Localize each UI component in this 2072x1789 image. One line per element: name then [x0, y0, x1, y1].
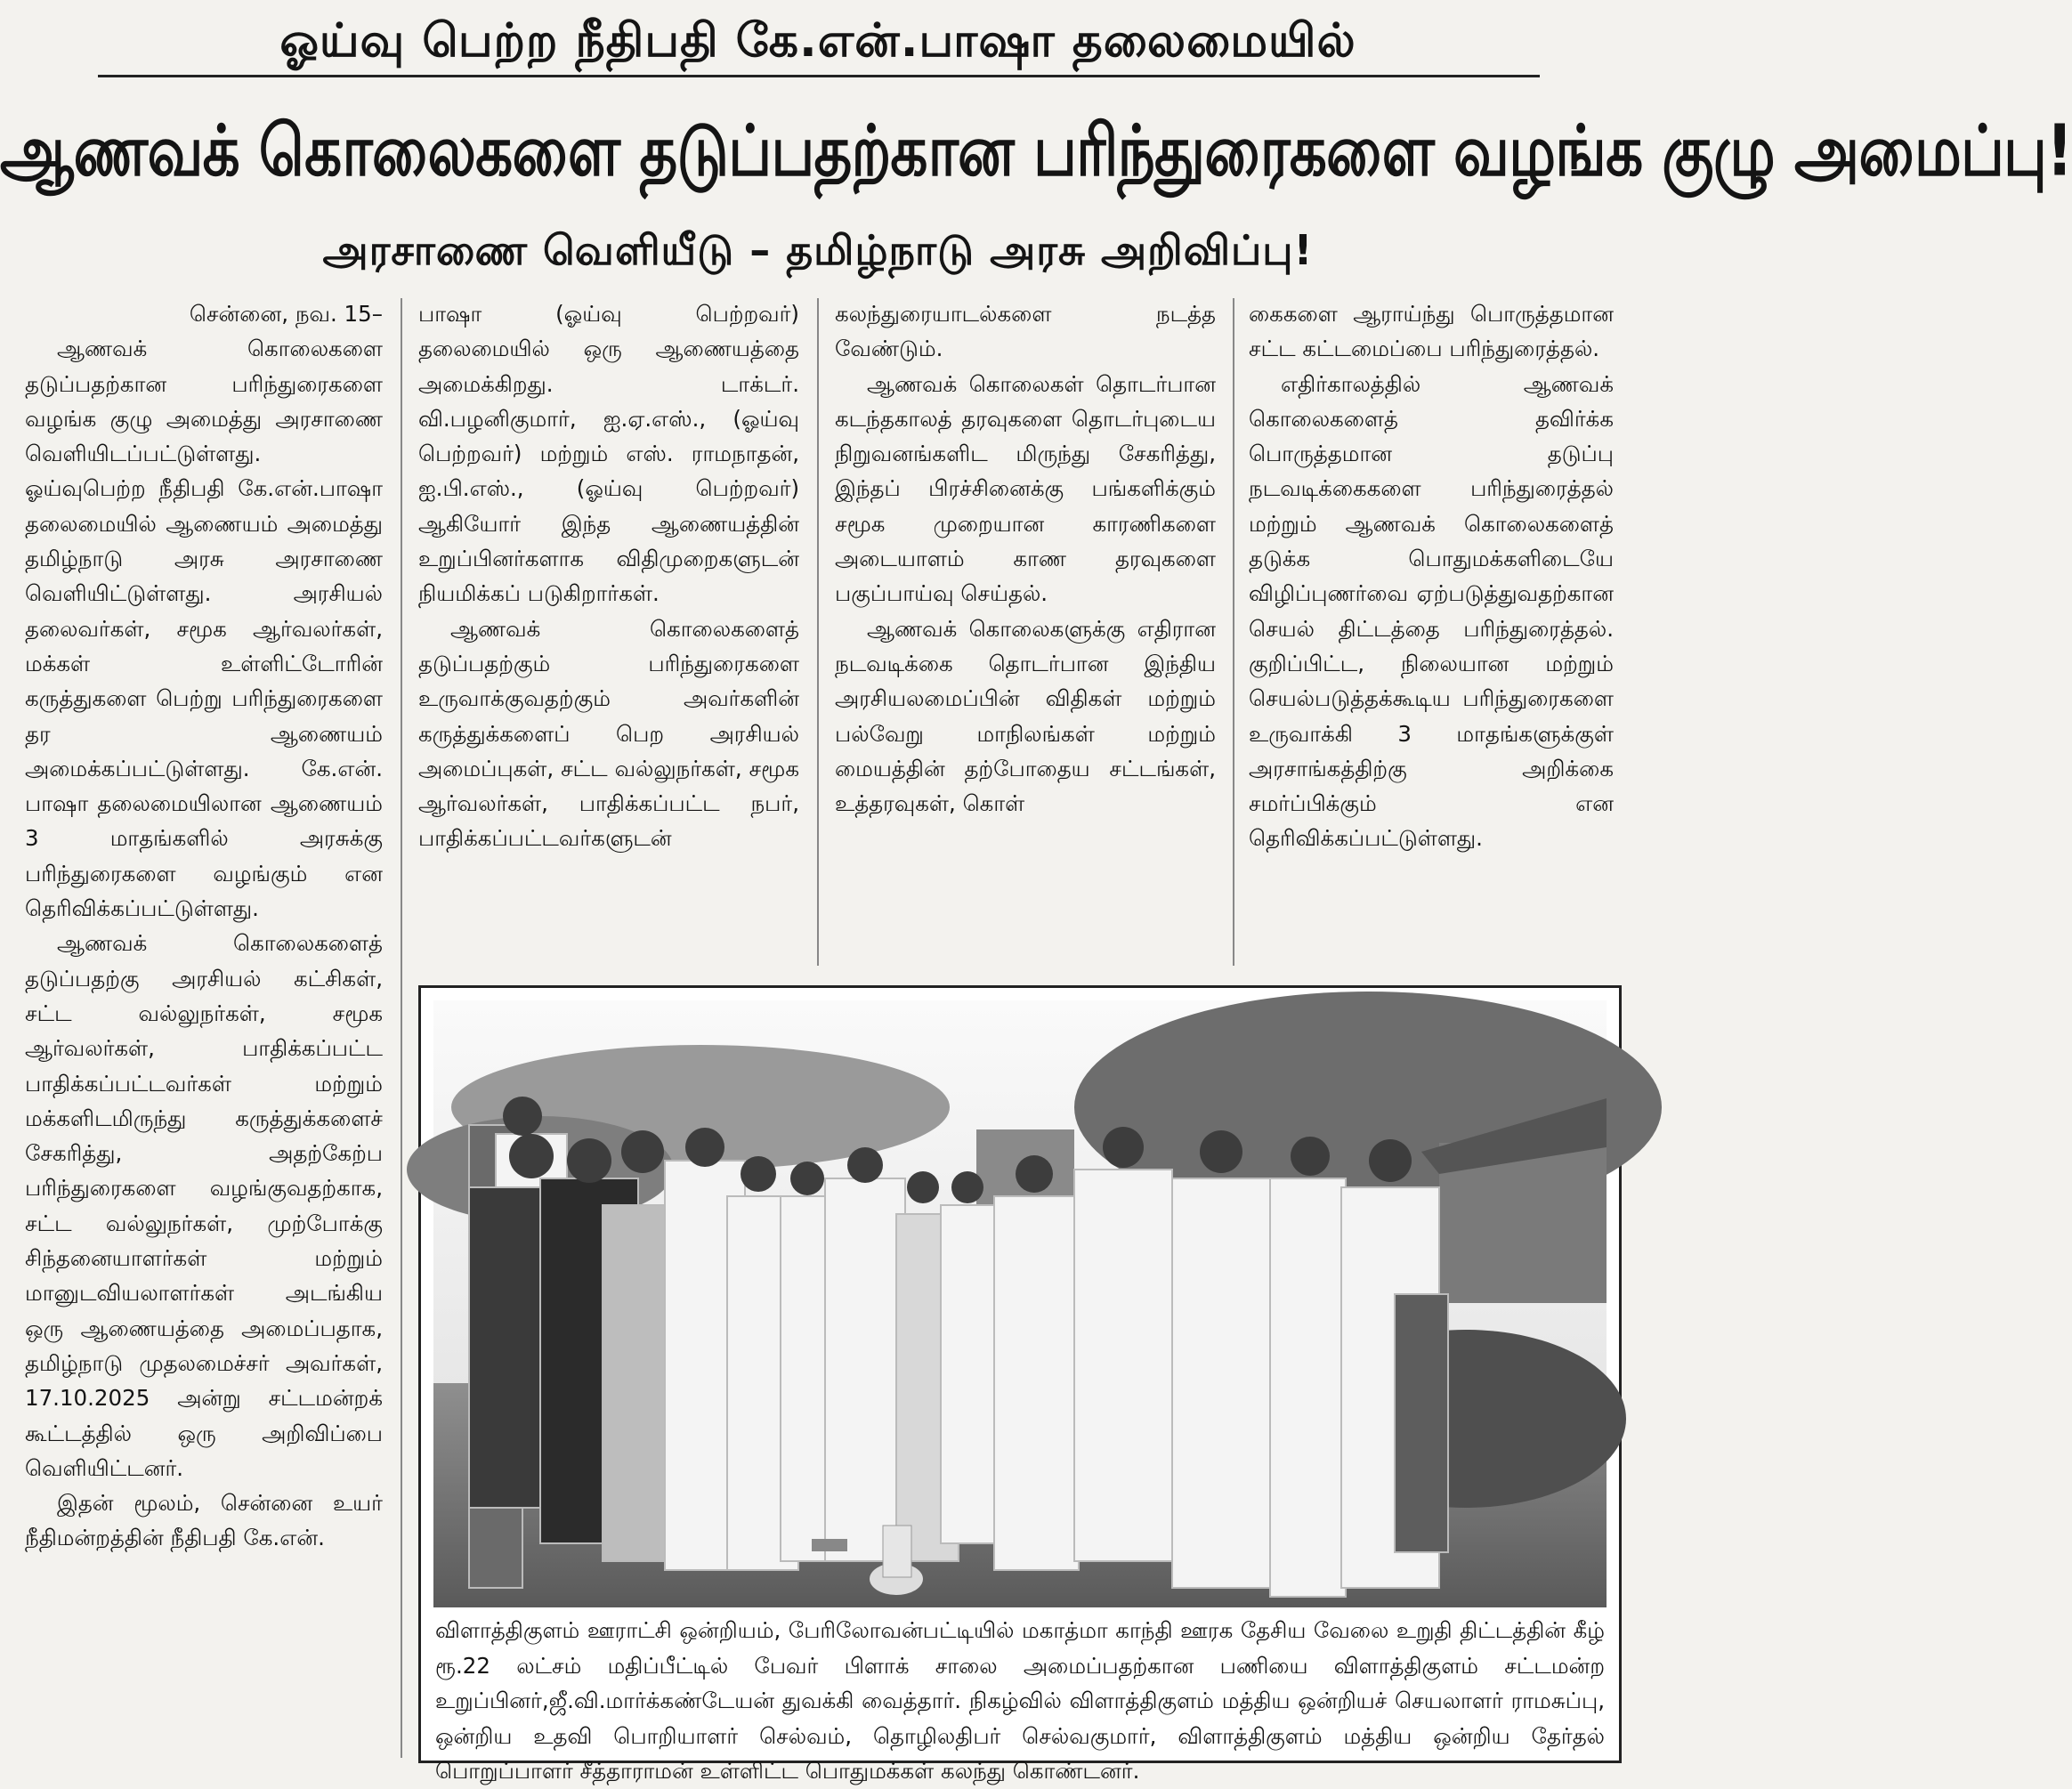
paragraph: ஆணவக் கொலைகளுக்கு எதிரான நடவடிக்கை தொடர்பான இந்திய அரசியலமைப்பின் விதிகள் மற்றும் பல்வேறு மாநிலங்கள் மற்றும் மையத்தின் தற்போதைய சட்டங்கள், உத்தரவுகள், கொள் — [835, 615, 1216, 817]
photo-caption: விளாத்திகுளம் ஊராட்சி ஒன்றியம், பேரிலோவன்பட்டியில் மகாத்மா காந்தி ஊரக தேசிய வேலை உறுதி திட்டத்தின் கீழ் ரூ.22 லட்சம் மதிப்பீட்டில் பேவர் பிளாக் சாலை அமைப்பதற்கான பணியை விளாத்திகுளம் சட்டமன்ற உறுப்பினர்,ஜீ.வி.மார்க்கண்டேயன் துவக்கி வைத்தார். நிகழ்வில் விளாத்திகுளம் மத்திய ஒன்றியச் செயலாளர் ராமசுப்பு, ஒன்றிய உதவி பொறியாளர் செல்வம், தொழிலதிபர் செல்வகுமார், விளாத்திகுளம் மத்திய ஒன்றிய தேர்தல் பொறுப்பாளர் சீத்தாராமன் உள்ளிட்ட பொதுமக்கள் கலந்து கொண்டனர். — [435, 1617, 1605, 1784]
paragraph: இதன் மூலம், சென்னை உயர் நீதிமன்றத்தின் நீதிபதி கே.என். — [25, 1490, 383, 1551]
paragraph: ஆணவக் கொலைகளைத் தடுப்பதற்கும் பரிந்துரைகளை உருவாக்குவதற்கும் அவர்களின் கருத்துக்களைப் பெற அரசியல் அமைப்புகள், சட்ட வல்லுநர்கள், சமூக ஆர்வலர்கள், பாதிக்கப்பட்ட நபர், பாதிக்கப்பட்டவர்களுடன் — [418, 615, 799, 852]
article-column-3 — [835, 296, 1216, 821]
article-column-2 — [418, 296, 799, 856]
column-divider — [401, 298, 402, 1758]
dateline: சென்னை, நவ. 15– — [189, 301, 383, 327]
sub-headline: அரசாணை வெளியீடு – தமிழ்நாடு அரசு அறிவிப்பு! — [322, 226, 1314, 274]
column-divider — [817, 298, 819, 966]
paragraph: ஆணவக் கொலைகள் தொடர்பான கடந்தகாலத் தரவுகளை தொடர்புடைய நிறுவனங்களிட மிருந்து சேகரித்து, இந்தப் பிரச்சினைக்கு பங்களிக்கும் சமூக முறையான காரணிகளை அடையாளம் காண தரவுகளை பகுப்பாய்வு செய்தல். — [835, 370, 1216, 607]
photo-box — [418, 985, 1622, 1784]
article-column-1 — [25, 296, 383, 1556]
main-headline: ஆணவக் கொலைகளை தடுப்பதற்கான பரிந்துரைகளை வழங்க குழு அமைப்பு! — [0, 109, 2072, 192]
paragraph: ஆணவக் கொலைகளை தடுப்பதற்கான பரிந்துரைகளை வழங்க குழு அமைத்து அரசாணை வெளியிடப்பட்டுள்ளது. ஓய்வுபெற்ற நீதிபதி கே.என்.பாஷா தலைமையில் ஆணையம் அமைத்து தமிழ்நாடு அரசு அரசாணை வெளியிட்டுள்ளது. அரசியல் தலைவர்கள், சமூக ஆர்வலர்கள், மக்கள் உள்ளிட்டோரின் கருத்துகளை பெற்று பரிந்துரைகளை தர ஆணையம் அமைக்கப்பட்டுள்ளது. கே.என். பாஷா தலைமையிலான ஆணையம் 3 மாதங்களில் அரசுக்கு பரிந்துரைகளை வழங்கும் என தெரிவிக்கப்பட்டுள்ளது. — [25, 336, 383, 922]
paragraph: கைகளை ஆராய்ந்து பொருத்தமான சட்ட கட்டமைப்பை பரிந்துரைத்தல். — [1249, 301, 1614, 362]
column-divider — [1233, 298, 1234, 966]
news-photo — [433, 1000, 1607, 1607]
paragraph: கலந்துரையாடல்களை நடத்த வேண்டும். — [835, 301, 1216, 362]
paragraph: பாஷா (ஓய்வு பெற்றவர்) தலைமையில் ஒரு ஆணையத்தை அமைக்கிறது. டாக்டர். வி.பழனிகுமார், ஐ.ஏ.எஸ்., (ஓய்வு பெற்றவர்) மற்றும் எஸ். ராமநாதன், ஐ.பி.எஸ்., (ஓய்வு பெற்றவர்) ஆகியோர் இந்த ஆணையத்தின் உறுப்பினர்களாக விதிமுறைகளுடன் நியமிக்கப் படுகிறார்கள். — [418, 301, 799, 607]
article-column-4 — [1249, 296, 1614, 856]
paragraph: ஆணவக் கொலைகளைத் தடுப்பதற்கு அரசியல் கட்சிகள், சட்ட வல்லுநர்கள், சமூக ஆர்வலர்கள், பாதிக்கப்பட்ட பாதிக்கப்பட்டவர்கள் மற்றும் மக்களிடமிருந்து கருத்துக்களைச் சேகரித்து, அதற்கேற்ப பரிந்துரைகளை வழங்குவதற்காக, சட்ட வல்லுநர்கள், முற்போக்கு சிந்தனையாளர்கள் மற்றும் மானுடவியலாளர்கள் அடங்கிய ஒரு ஆணையத்தை அமைப்பதாக, தமிழ்நாடு முதலமைச்சர் அவர்கள், 17.10.2025 அன்று சட்டமன்றக் கூட்டத்தில் ஒரு அறிவிப்பை வெளியிட்டனர். — [25, 930, 383, 1481]
paragraph: எதிர்காலத்தில் ஆணவக் கொலைகளைத் தவிர்க்க பொருத்தமான தடுப்பு நடவடிக்கைகளை பரிந்துரைத்தல் மற்றும் ஆணவக் கொலைகளைத் தடுக்க பொதுமக்களிடையே விழிப்புணர்வை ஏற்படுத்துவதற்கான செயல் திட்டத்தை பரிந்துரைத்தல். குறிப்பிட்ட, நிலையான மற்றும் செயல்படுத்தக்கூடிய பரிந்துரைகளை உருவாக்கி 3 மாதங்களுக்குள் அரசாங்கத்திற்கு அறிக்கை சமர்ப்பிக்கும் என தெரிவிக்கப்பட்டுள்ளது. — [1249, 370, 1614, 852]
kicker-headline: ஓய்வு பெற்ற நீதிபதி கே.என்.பாஷா தலைமையில் — [279, 14, 1356, 68]
